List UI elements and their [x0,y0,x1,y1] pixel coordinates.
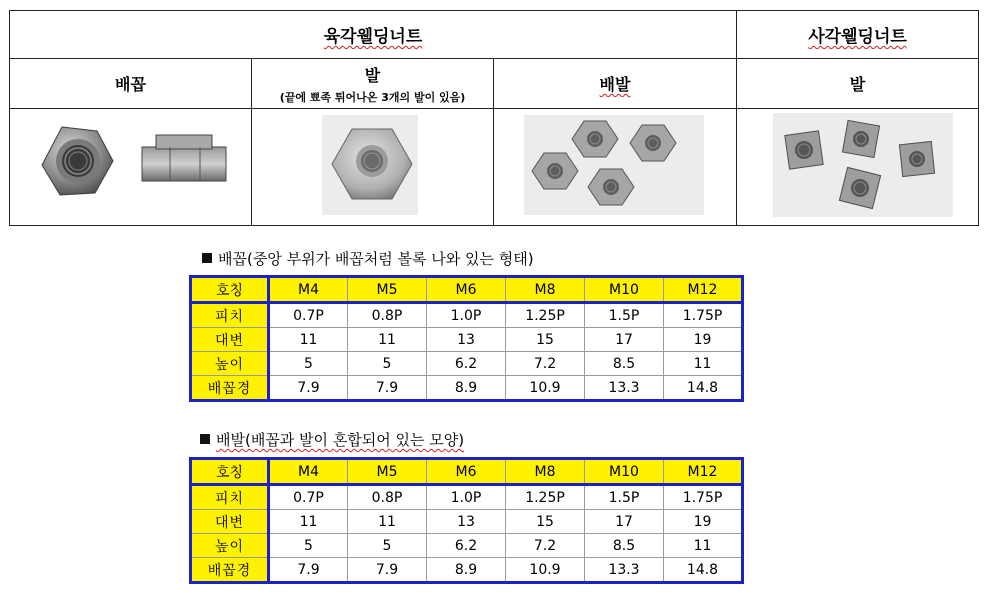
header-cell: M10 [585,459,664,485]
sub-header-navel: 배꼽 [10,59,252,109]
feet-note: (끝에 뾰족 튀어나온 3개의 발이 있음) [279,90,466,104]
table-cell: 6.2 [427,534,506,558]
square-nut-image [737,109,979,221]
table-cell: 5 [348,352,427,376]
table-cell: 5 [269,534,348,558]
navel-spec-table [189,275,744,402]
header-cell: M10 [585,277,664,303]
table-cell: 11 [348,328,427,352]
header-cell: M6 [427,277,506,303]
table-cell: 11 [348,510,427,534]
table-row [191,534,743,558]
table-header-row [191,459,743,485]
table-row [191,328,743,352]
table-cell: 0.8P [348,303,427,328]
table-cell: 7.9 [348,558,427,583]
table-cell: 11 [269,510,348,534]
table-cell: 8.5 [585,534,664,558]
square-bullet-icon [200,434,210,444]
table-cell: 0.7P [269,303,348,328]
square-bullet-icon [202,253,212,263]
navel-feet-section-title: 배발(배꼽과 발이 혼합되어 있는 모양) [200,429,464,450]
table-cell: 13 [427,510,506,534]
feet-nut-photo [252,109,494,226]
header-cell: 호칭 [191,459,269,485]
table-cell: 14.8 [664,376,743,401]
table-cell: 8.5 [585,352,664,376]
table-cell: 13.3 [585,558,664,583]
header-cell: M4 [269,277,348,303]
feet-nut-image [252,109,494,221]
table-cell: 10.9 [506,376,585,401]
header-cell: M8 [506,277,585,303]
table-cell: 11 [269,328,348,352]
row-label: 대변 [191,328,269,352]
row-label: 높이 [191,534,269,558]
table-cell: 11 [664,352,743,376]
table-cell: 13.3 [585,376,664,401]
table-row [191,485,743,510]
table-cell: 6.2 [427,352,506,376]
table-row [191,352,743,376]
table-cell: 17 [585,328,664,352]
row-label: 피치 [191,303,269,328]
table-cell: 5 [348,534,427,558]
table-cell: 7.2 [506,352,585,376]
table-row [191,558,743,583]
table-cell: 14.8 [664,558,743,583]
navel-nut-image [10,109,252,221]
navel-feet-nut-photo [494,109,737,226]
table-cell: 7.9 [269,376,348,401]
header-cell: M5 [348,277,427,303]
header-cell: M6 [427,459,506,485]
table-cell: 15 [506,510,585,534]
navel-nut-photo [10,109,252,226]
header-cell: M5 [348,459,427,485]
table-cell: 15 [506,328,585,352]
table-cell: 1.5P [585,485,664,510]
table-cell: 1.25P [506,303,585,328]
sub-header-navel-feet: 배발 [494,59,737,109]
hex-weld-nut-header: 육각웰딩너트 [10,11,737,59]
table-cell: 1.75P [664,303,743,328]
table-cell: 7.9 [348,376,427,401]
table-row [191,376,743,401]
sub-header-square-feet: 발 [737,59,979,109]
table-cell: 1.5P [585,303,664,328]
table-cell: 19 [664,328,743,352]
square-nut-photo [737,109,979,226]
header-cell: M12 [664,277,743,303]
table-cell: 10.9 [506,558,585,583]
table-cell: 13 [427,328,506,352]
table-cell: 19 [664,510,743,534]
table-cell: 7.2 [506,534,585,558]
row-label: 대변 [191,510,269,534]
nut-type-table [9,10,979,226]
table-cell: 0.7P [269,485,348,510]
header-cell: M8 [506,459,585,485]
table-cell: 7.9 [269,558,348,583]
header-cell: M4 [269,459,348,485]
row-label: 배꼽경 [191,558,269,583]
table-row [191,510,743,534]
navel-section-title: 배꼽(중앙 부위가 배꼽처럼 볼록 나와 있는 형태) [202,248,534,269]
table-row [191,303,743,328]
table-cell: 11 [664,534,743,558]
table-cell: 1.25P [506,485,585,510]
row-label: 배꼽경 [191,376,269,401]
navel-feet-nut-image [494,109,737,221]
table-cell: 1.0P [427,303,506,328]
header-cell: M12 [664,459,743,485]
table-cell: 5 [269,352,348,376]
table-cell: 17 [585,510,664,534]
navel-feet-spec-table [189,457,744,584]
row-label: 피치 [191,485,269,510]
square-weld-nut-header: 사각웰딩너트 [737,11,979,59]
table-cell: 1.0P [427,485,506,510]
table-cell: 8.9 [427,376,506,401]
row-label: 높이 [191,352,269,376]
sub-header-feet: 발 (끝에 뾰족 튀어나온 3개의 발이 있음) [252,59,494,109]
table-cell: 1.75P [664,485,743,510]
table-header-row [191,277,743,303]
table-cell: 8.9 [427,558,506,583]
table-cell: 0.8P [348,485,427,510]
header-cell: 호칭 [191,277,269,303]
